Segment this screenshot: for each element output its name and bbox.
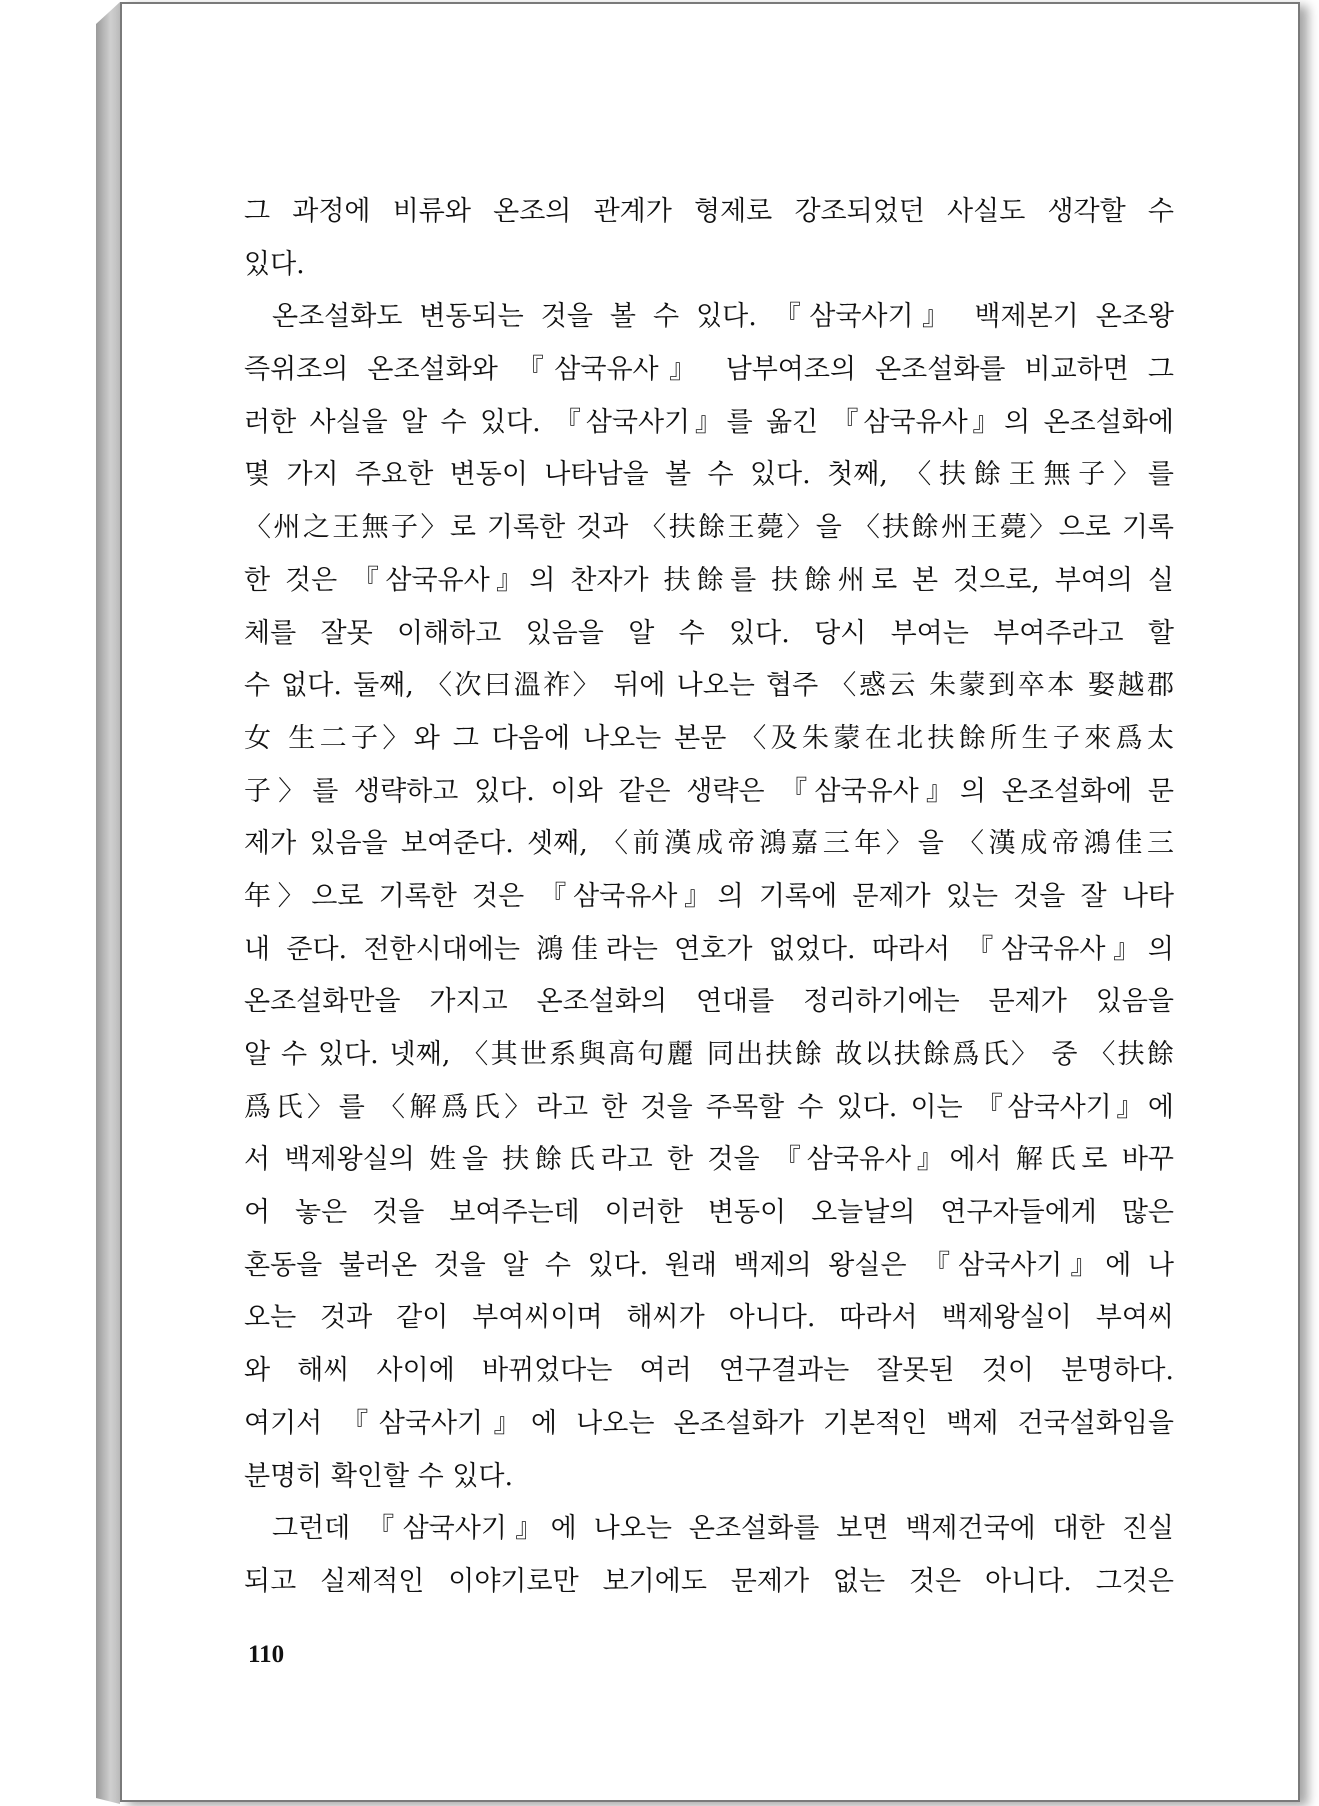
text-line: 〈州之王無子〉로 기록한 것과 〈扶餘王薨〉을 〈扶餘州王薨〉으로 기록: [244, 512, 1174, 544]
text-line: 제가 있음을 보여준다. 셋째, 〈前漢成帝鴻嘉三年〉을 〈漢成帝鴻佳三: [244, 828, 1174, 860]
text-line: 年〉으로 기록한 것은 『삼국유사』의 기록에 문제가 있는 것을 잘 나타: [244, 880, 1174, 912]
book-spine: [96, 2, 120, 1804]
text-line: 있다.: [244, 248, 305, 280]
page-number: 110: [248, 1641, 285, 1668]
text-line: 몇 가지 주요한 변동이 나타남을 볼 수 있다. 첫째, 〈扶餘王無子〉를: [244, 459, 1174, 491]
body-text: [244, 186, 1174, 1609]
text-line: 子〉를 생략하고 있다. 이와 같은 생략은 『삼국유사』의 온조설화에 문: [244, 775, 1174, 807]
text-line: 女 生二子〉와 그 다음에 나오는 본문 〈及朱蒙在北扶餘所生子來爲太: [244, 722, 1174, 754]
text-line: 수 없다. 둘째, 〈次曰溫祚〉 뒤에 나오는 협주 〈惑云 朱蒙到卒本 娶越郡: [244, 670, 1174, 702]
text-line: 서 백제왕실의 姓을 扶餘氏라고 한 것을 『삼국유사』에서 解氏로 바꾸: [244, 1144, 1174, 1176]
text-line: 되고 실제적인 이야기로만 보기에도 문제가 없는 것은 아니다. 그것은: [244, 1565, 1174, 1597]
text-line: 여기서 『삼국사기』에 나오는 온조설화가 기본적인 백제 건국설화임을: [244, 1407, 1174, 1439]
text-line: 와 해씨 사이에 바뀌었다는 여러 연구결과는 잘못된 것이 분명하다.: [244, 1355, 1174, 1387]
text-line: 그 과정에 비류와 온조의 관계가 형제로 강조되었던 사실도 생각할 수: [244, 196, 1174, 227]
text-line: 온조설화도 변동되는 것을 볼 수 있다. 『삼국사기』 백제본기 온조왕: [272, 301, 1174, 333]
text-line: 혼동을 불러온 것을 알 수 있다. 원래 백제의 왕실은 『삼국사기』에 나: [244, 1249, 1174, 1281]
text-line: 분명히 확인할 수 있다.: [244, 1460, 514, 1492]
text-line: 그런데 『삼국사기』에 나오는 온조설화를 보면 백제건국에 대한 진실: [272, 1513, 1174, 1545]
text-line: 알 수 있다. 넷째, 〈其世系與高句麗 同出扶餘 故以扶餘爲氏〉 중 〈扶餘: [244, 1039, 1174, 1070]
text-line: 즉위조의 온조설화와 『삼국유사』 남부여조의 온조설화를 비교하면 그: [244, 354, 1174, 386]
text-line: 어 놓은 것을 보여주는데 이러한 변동이 오늘날의 연구자들에게 많은: [244, 1197, 1174, 1229]
text-line: 체를 잘못 이해하고 있음을 알 수 있다. 당시 부여는 부여주라고 할: [244, 617, 1174, 649]
book-page: [120, 2, 1300, 1802]
text-line: 오는 것과 같이 부여씨이며 해씨가 아니다. 따라서 백제왕실이 부여씨: [244, 1302, 1174, 1334]
text-line: 내 준다. 전한시대에는 鴻佳라는 연호가 없었다. 따라서 『삼국유사』의: [244, 933, 1174, 965]
text-line: 러한 사실을 알 수 있다. 『삼국사기』를 옮긴 『삼국유사』의 온조설화에: [244, 406, 1174, 438]
text-line: 爲氏〉를 〈解爲氏〉라고 한 것을 주목할 수 있다. 이는 『삼국사기』에: [244, 1091, 1174, 1123]
text-line: 온조설화만을 가지고 온조설화의 연대를 정리하기에는 문제가 있음을: [244, 986, 1174, 1018]
text-line: 한 것은 『삼국유사』의 찬자가 扶餘를 扶餘州로 본 것으로, 부여의 실: [244, 564, 1174, 596]
